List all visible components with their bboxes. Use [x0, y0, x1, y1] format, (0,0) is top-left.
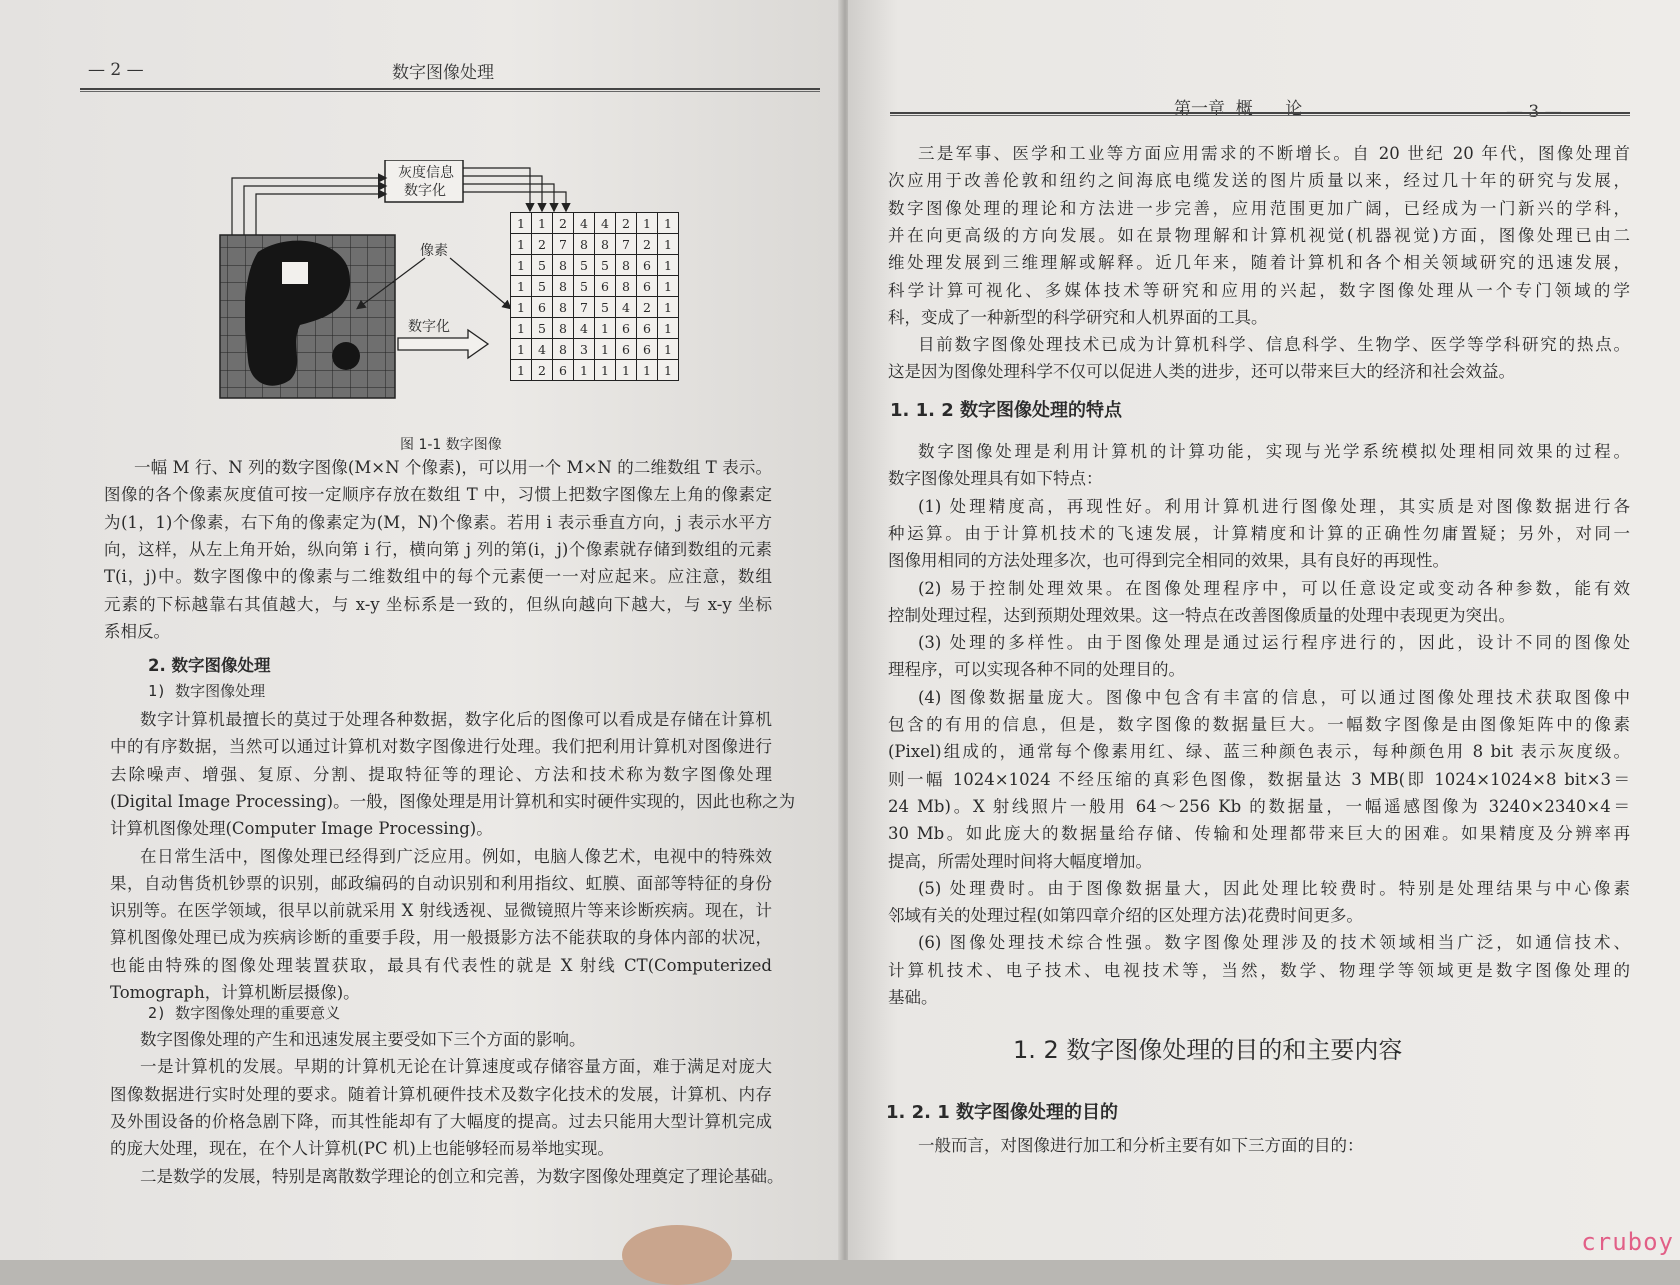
text-line: 数字图像处理具有如下特点： [888, 469, 1103, 489]
matrix-cell: 1 [511, 360, 532, 381]
matrix-cell: 1 [595, 339, 616, 360]
text-line: (Digital Image Processing)。一般，图像处理是用计算机和实时硬件实现的，因此也称之为 [110, 791, 796, 811]
matrix-cell: 7 [616, 234, 637, 255]
matrix-cell: 1 [511, 255, 532, 276]
text-line: 目前数字图像处理技术已成为计算机科学、信息科学、生物学、医学等学科研究的热点。 [918, 335, 1630, 355]
text-line: 数字图像处理的产生和迅速发展主要受如下三个方面的影响。 [140, 1030, 586, 1049]
matrix-cell: 8 [595, 234, 616, 255]
text-line: (3) 处理的多样性。由于图像处理是通过运行程序进行的，因此，设计不同的图像处 [918, 633, 1630, 653]
text-line: (2) 易于控制处理效果。在图像处理程序中，可以任意设定或变动各种参数，能有效 [918, 578, 1630, 598]
text-line: 向，这样，从左上角开始，纵向第 i 行，横向第 j 列的第(i，j)个像素就存储到数组的元素 [104, 539, 772, 559]
matrix-cell: 4 [532, 339, 553, 360]
matrix-cell: 6 [637, 255, 658, 276]
text-line: 图像数据进行实时处理的要求。随着计算机硬件技术及数字化技术的发展，计算机、内存 [110, 1084, 772, 1104]
matrix-cell: 5 [574, 255, 595, 276]
matrix-row [511, 360, 679, 381]
matrix-cell: 1 [574, 360, 595, 381]
matrix-cell: 8 [553, 297, 574, 318]
text-line: 图像用相同的方法处理多次，也可得到完全相同的效果，具有良好的再现性。 [888, 551, 1449, 571]
text-line: 理程序，可以实现各种不同的处理目的。 [888, 660, 1185, 680]
pixel-label: 像素 [420, 243, 448, 259]
subheading-1: 1) 数字图像处理 [148, 682, 266, 700]
text-line: 中的有序数据，当然可以通过计算机对数字图像进行处理。我们把利用计算机对图像进行 [110, 737, 772, 757]
text-line: 算机图像处理已成为疾病诊断的重要手段，用一般摄影方法不能获取的身体内部的状况， [110, 928, 772, 948]
text-line: 三是军事、医学和工业等方面应用需求的不断增长。自 20 世纪 20 年代，图像处理首 [918, 144, 1630, 163]
text-line: Tomograph，计算机断层摄像)。 [110, 983, 360, 1002]
figure-caption: 图 1-1 数字图像 [400, 437, 502, 453]
matrix-cell: 1 [658, 213, 679, 234]
text-line: (5) 处理费时。由于图像数据量大，因此处理比较费时。特别是处理结果与中心像素 [918, 878, 1630, 898]
matrix-row [511, 276, 679, 297]
text-line: 数字计算机最擅长的莫过于处理各种数据，数字化后的图像可以看成是存储在计算机 [140, 710, 772, 729]
matrix-cell: 8 [553, 318, 574, 339]
matrix-cell: 1 [532, 213, 553, 234]
text-line: 一幅 M 行、N 列的数字图像(M×N 个像素)，可以用一个 M×N 的二维数组 T 表示。 [134, 458, 772, 477]
matrix-cell: 1 [616, 360, 637, 381]
text-line: 邻域有关的处理过程(如第四章介绍的区处理方法)花费时间更多。 [888, 906, 1363, 926]
pixel-matrix [510, 212, 679, 381]
text-line: 种运算。由于计算机技术的飞速发展，计算精度和计算的正确性勿庸置疑；另外，对同一 [888, 523, 1630, 543]
text-line: 24 Mb)。X 射线照片一般用 64～256 Kb 的数据量，一幅遥感图像为 3240×2340×4＝ [888, 796, 1630, 816]
text-line: 及外围设备的价格急剧下降，而其性能却有了大幅度的提高。过去只能用大型计算机完成 [110, 1111, 772, 1131]
matrix-cell: 6 [553, 360, 574, 381]
matrix-cell: 1 [511, 276, 532, 297]
matrix-cell: 1 [511, 339, 532, 360]
text-line: 为(1，1)个像素，右下角的像素定为(M，N)个像素。若用 i 表示垂直方向，j 表示水平方 [104, 512, 772, 532]
text-line: 系相反。 [104, 621, 170, 641]
matrix-cell: 1 [658, 297, 679, 318]
matrix-row [511, 213, 679, 234]
text-line: 控制处理过程，达到预期处理效果。这一特点在改善图像质量的处理中表现更为突出。 [888, 605, 1515, 625]
matrix-cell: 1 [595, 318, 616, 339]
matrix-cell: 1 [637, 360, 658, 381]
right-header-rule [890, 112, 1630, 116]
section-heading-digital-image-processing: 2. 数字图像处理 [148, 656, 271, 675]
text-line: 也能由特殊的图像处理装置获取，最具有代表性的就是 X 射线 CT(Computerized [110, 955, 772, 975]
text-line: 这是因为图像处理科学不仅可以促进人类的进步，还可以带来巨大的经济和社会效益。 [888, 362, 1515, 382]
matrix-cell: 5 [595, 297, 616, 318]
left-page [0, 0, 845, 1260]
chapter-section-heading-1-2: 1. 2 数字图像处理的目的和主要内容 [1013, 1036, 1403, 1064]
matrix-cell: 4 [574, 318, 595, 339]
left-page-number: — 2 — [88, 60, 144, 80]
watermark: cruboy [1581, 1228, 1674, 1256]
text-line: 30 Mb。如此庞大的数据量给存储、传输和处理都带来巨大的困难。如果精度及分辨率再 [888, 824, 1630, 844]
matrix-cell: 4 [595, 213, 616, 234]
matrix-cell: 2 [616, 213, 637, 234]
matrix-row [511, 339, 679, 360]
text-line: 维处理发展到三维理解或解释。近几年来，随着计算机和各个相关领域研究的迅速发展， [888, 253, 1630, 273]
digitize-label: 数字化 [408, 319, 450, 335]
text-line: 科学计算可视化、多媒体技术等研究和应用的兴起，数字图像处理从一个专门领域的学 [888, 280, 1630, 300]
text-line: 科，变成了一种新型的科学研究和人机界面的工具。 [888, 307, 1268, 327]
matrix-cell: 1 [658, 360, 679, 381]
matrix-cell: 8 [553, 255, 574, 276]
matrix-cell: 2 [532, 360, 553, 381]
matrix-cell: 4 [574, 213, 595, 234]
text-line: 元素的下标越靠右其值越大，与 x-y 坐标系是一致的，但纵向越向下越大，与 x-y 坐标 [104, 594, 772, 614]
section-heading-1-1-2: 1. 1. 2 数字图像处理的特点 [890, 400, 1123, 421]
text-line: 的庞大处理，现在，在个人计算机(PC 机)上也能够轻而易举地实现。 [110, 1139, 614, 1159]
text-line: 数字图像处理的理论和方法进一步完善，应用范围更加广阔，已经成为一门新兴的学科， [888, 198, 1630, 218]
text-line: 在日常生活中，图像处理已经得到广泛应用。例如，电脑人像艺术，电视中的特殊效 [140, 846, 772, 866]
matrix-cell: 1 [658, 339, 679, 360]
matrix-cell: 1 [658, 234, 679, 255]
matrix-cell: 1 [595, 360, 616, 381]
matrix-cell: 5 [532, 255, 553, 276]
matrix-cell: 8 [574, 234, 595, 255]
matrix-cell: 6 [637, 318, 658, 339]
text-line: 基础。 [888, 988, 938, 1007]
matrix-cell: 6 [637, 276, 658, 297]
left-header-rule [80, 88, 820, 92]
text-line: (Pixel)组成的，通常每个像素用红、绿、蓝三种颜色表示，每种颜色用 8 bit 表示灰度级。 [888, 742, 1630, 762]
text-line: 次应用于改善伦敦和纽约之间海底电缆发送的图片质量以来，经过几十年的研究与发展， [888, 171, 1630, 191]
text-line: 二是数学的发展，特别是离散数学理论的创立和完善，为数字图像处理奠定了理论基础。 [140, 1166, 784, 1186]
matrix-cell: 8 [553, 339, 574, 360]
matrix-cell: 3 [574, 339, 595, 360]
matrix-cell: 6 [532, 297, 553, 318]
text-line: 计算机图像处理(Computer Image Processing)。 [110, 819, 493, 839]
matrix-cell: 4 [616, 297, 637, 318]
text-line: 一是计算机的发展。早期的计算机无论在计算速度或存储容量方面，难于满足对庞大 [140, 1057, 772, 1077]
text-line: 则一幅 1024×1024 不经压缩的真彩色图像，数据量达 3 MB(即 1024×1024×8 bit×3＝ [888, 769, 1630, 789]
matrix-cell: 5 [595, 255, 616, 276]
matrix-cell: 6 [637, 339, 658, 360]
matrix-cell: 1 [658, 318, 679, 339]
matrix-cell: 2 [637, 297, 658, 318]
matrix-row [511, 255, 679, 276]
text-line: 数字图像处理是利用计算机的计算功能，实现与光学系统模拟处理相同效果的过程。 [918, 442, 1630, 461]
matrix-cell: 1 [658, 255, 679, 276]
matrix-cell: 5 [532, 276, 553, 297]
text-line: 识别等。在医学领域，很早以前就采用 X 射线透视、显微镜照片等来诊断疾病。现在，计 [110, 901, 772, 921]
matrix-row [511, 318, 679, 339]
matrix-cell: 7 [553, 234, 574, 255]
matrix-cell: 8 [616, 255, 637, 276]
thumb [622, 1225, 732, 1285]
matrix-row [511, 234, 679, 255]
text-line: (6) 图像处理技术综合性强。数字图像处理涉及的技术领域相当广泛，如通信技术、 [918, 933, 1630, 953]
text-line: 计算机技术、电子技术、电视技术等，当然，数学、物理学等领域更是数字图像处理的 [888, 960, 1630, 980]
matrix-cell: 8 [616, 276, 637, 297]
right-running-title: 第一章 概 论 [1174, 99, 1303, 119]
gray-box-label-2: 数字化 [404, 183, 446, 199]
matrix-cell: 6 [595, 276, 616, 297]
figure-digital-image [210, 160, 730, 440]
matrix-cell: 5 [574, 276, 595, 297]
right-page [848, 0, 1680, 1260]
text-line: 提高，所需处理时间将大幅度增加。 [888, 851, 1152, 871]
p-shape-hole [282, 262, 308, 284]
matrix-cell: 1 [511, 213, 532, 234]
matrix-cell: 2 [637, 234, 658, 255]
matrix-cell: 7 [574, 297, 595, 318]
dot-shape [332, 342, 360, 370]
matrix-cell: 1 [511, 234, 532, 255]
right-last-line: 一般而言，对图像进行加工和分析主要有如下三方面的目的： [918, 1136, 1364, 1155]
gray-box-label-1: 灰度信息 [398, 165, 454, 181]
text-line: 包含的有用的信息，但是，数字图像的数据量巨大。一幅数字图像是由图像矩阵中的像素 [888, 715, 1630, 734]
matrix-cell: 5 [532, 318, 553, 339]
matrix-row [511, 297, 679, 318]
matrix-cell: 2 [532, 234, 553, 255]
left-running-title: 数字图像处理 [392, 63, 494, 83]
text-line: 去除噪声、增强、复原、分割、提取特征等的理论、方法和技术称为数字图像处理 [110, 764, 772, 784]
text-line: T(i，j)中。数字图像中的像素与二维数组中的每个元素便一一对应起来。应注意，数组 [104, 567, 772, 587]
section-heading-1-2-1: 1. 2. 1 数字图像处理的目的 [886, 1102, 1119, 1123]
matrix-cell: 8 [553, 276, 574, 297]
matrix-cell: 6 [616, 339, 637, 360]
text-line: 图像的各个像素灰度值可按一定顺序存放在数组 T 中，习惯上把数字图像左上角的像素定 [104, 485, 772, 505]
text-line: 果，自动售货机钞票的识别，邮政编码的自动识别和利用指纹、虹膜、面部等特征的身份 [110, 873, 772, 893]
text-line: (4) 图像数据量庞大。图像中包含有丰富的信息，可以通过图像处理技术获取图像中 [918, 687, 1630, 707]
matrix-cell: 1 [511, 297, 532, 318]
right-page-number: — 3 — [1506, 102, 1562, 122]
subheading-2: 2) 数字图像处理的重要意义 [148, 1004, 341, 1022]
text-line: 并在向更高级的方向发展。如在景物理解和计算机视觉(机器视觉)方面，图像处理已由二 [888, 225, 1630, 245]
matrix-cell: 1 [511, 318, 532, 339]
matrix-cell: 2 [553, 213, 574, 234]
text-line: (1) 处理精度高，再现性好。利用计算机进行图像处理，其实质是对图像数据进行各 [918, 496, 1630, 516]
matrix-cell: 6 [616, 318, 637, 339]
matrix-cell: 1 [658, 276, 679, 297]
matrix-cell: 1 [637, 213, 658, 234]
